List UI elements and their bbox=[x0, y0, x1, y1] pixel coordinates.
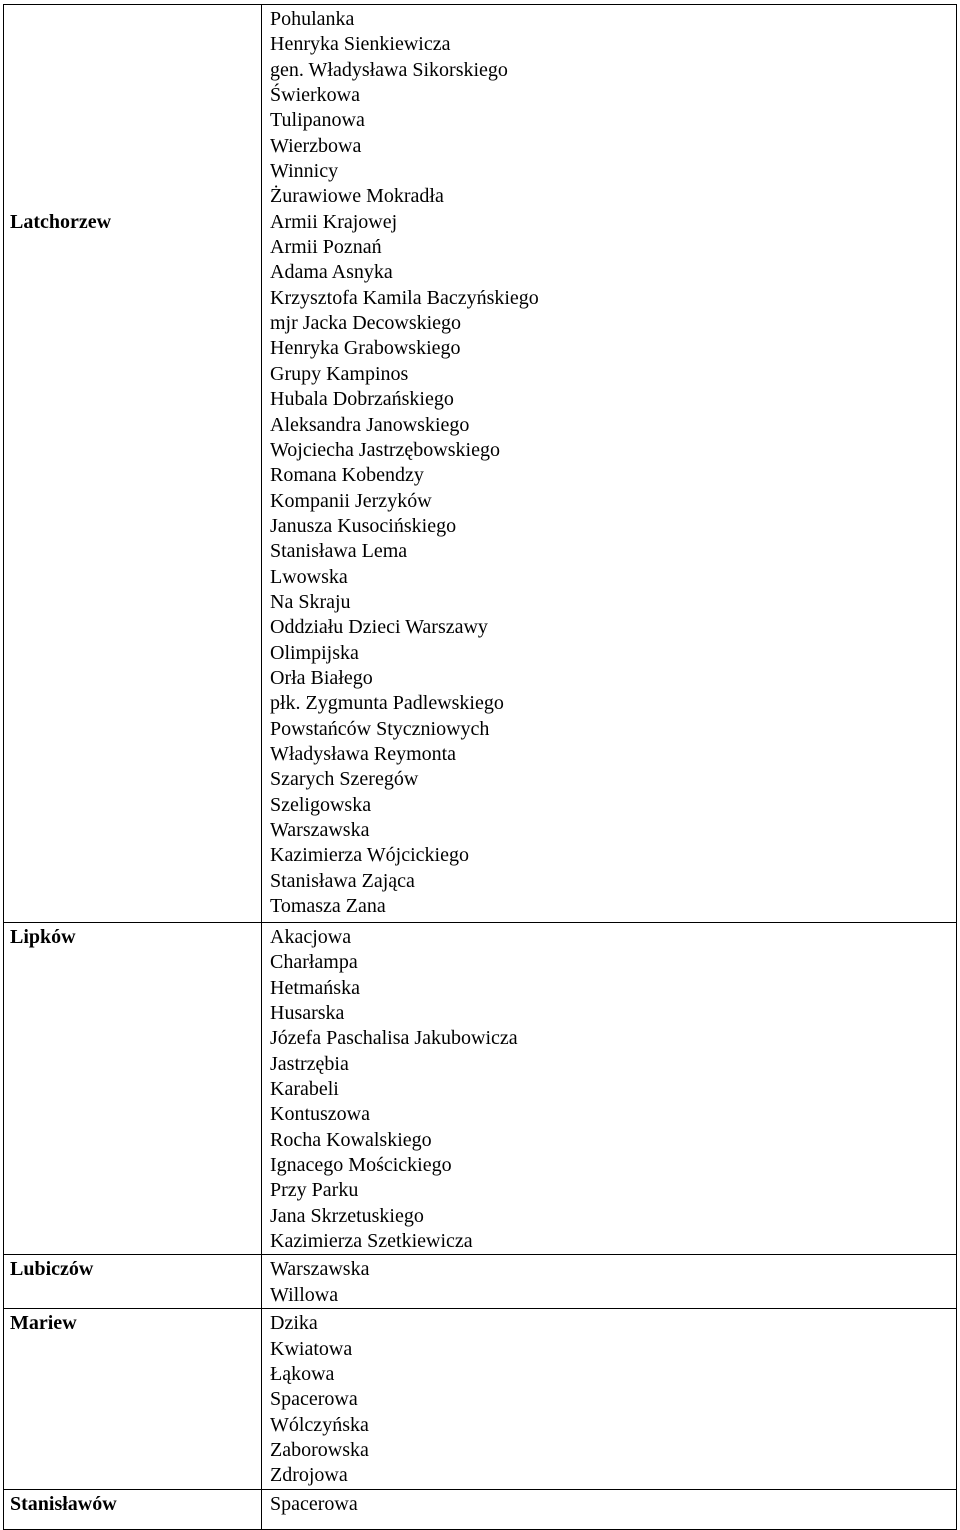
street-name: Józefa Paschalisa Jakubowicza bbox=[270, 1027, 518, 1050]
street-name: Krzysztofa Kamila Baczyńskiego bbox=[270, 286, 539, 309]
street-name: Zdrojowa bbox=[270, 1464, 348, 1487]
street-name: Jastrzębia bbox=[270, 1052, 349, 1075]
street-name: Husarska bbox=[270, 1002, 345, 1025]
streets-cell bbox=[262, 1255, 957, 1309]
streets-cell bbox=[262, 1309, 957, 1489]
district-cell bbox=[4, 5, 262, 923]
table-row bbox=[4, 1255, 957, 1309]
street-name: Warszawska bbox=[270, 1258, 370, 1281]
street-name: Stanisława Zająca bbox=[270, 869, 415, 892]
district-name: Lubiczów bbox=[10, 1258, 94, 1281]
street-name: Orła Białego bbox=[270, 666, 373, 689]
street-name: mjr Jacka Decowskiego bbox=[270, 312, 462, 335]
street-name: Wojciecha Jastrzębowskiego bbox=[270, 438, 500, 461]
street-name: Adama Asnyka bbox=[270, 261, 393, 284]
street-name: Akacjowa bbox=[270, 926, 352, 948]
street-name: Spacerowa bbox=[270, 1388, 358, 1411]
street-name: Przy Parku bbox=[270, 1179, 359, 1202]
street-name: Charłampa bbox=[270, 951, 358, 974]
district-name: Latchorzew bbox=[10, 210, 112, 233]
streets-table bbox=[3, 4, 957, 1530]
district-cell bbox=[4, 1309, 262, 1489]
table-row bbox=[4, 1489, 957, 1529]
street-name: Kwiatowa bbox=[270, 1337, 353, 1360]
streets-cell bbox=[262, 923, 957, 1255]
street-name: Jana Skrzetuskiego bbox=[270, 1204, 424, 1227]
district-name: Mariew bbox=[10, 1312, 77, 1335]
street-name: Warszawska bbox=[270, 819, 370, 841]
district-cell bbox=[4, 923, 262, 1255]
street-name: Szarych Szeregów bbox=[270, 768, 419, 791]
street-name: Lwowska bbox=[270, 565, 348, 588]
street-name: Olimpijska bbox=[270, 641, 359, 664]
street-list bbox=[262, 7, 956, 919]
street-name: Kazimierza Szetkiewicza bbox=[270, 1230, 473, 1253]
district-cell bbox=[4, 1255, 262, 1309]
street-name: Żurawiowe Mokradła bbox=[270, 185, 444, 208]
street-name: Spacerowa bbox=[270, 1492, 358, 1515]
district-name: Lipków bbox=[10, 926, 76, 948]
district-cell bbox=[4, 1489, 262, 1529]
streets-cell bbox=[262, 1489, 957, 1529]
district-name: Stanisławów bbox=[10, 1492, 117, 1515]
street-name: Grupy Kampinos bbox=[270, 362, 409, 385]
street-name: Wierzbowa bbox=[270, 134, 362, 157]
street-name: Aleksandra Janowskiego bbox=[270, 413, 470, 436]
street-name: Ignacego Mościckiego bbox=[270, 1154, 452, 1177]
street-name: Kontuszowa bbox=[270, 1103, 370, 1126]
street-name: Kazimierza Wójcickiego bbox=[270, 844, 469, 867]
street-name: Oddziału Dzieci Warszawy bbox=[270, 616, 488, 639]
street-name: Powstańców Styczniowych bbox=[270, 717, 490, 740]
street-name: gen. Władysława Sikorskiego bbox=[270, 58, 508, 81]
street-name: Szeligowska bbox=[270, 793, 372, 816]
street-name: Henryka Sienkiewicza bbox=[270, 33, 451, 56]
street-name: Armii Poznań bbox=[270, 236, 382, 259]
street-name: Hubala Dobrzańskiego bbox=[270, 388, 454, 411]
street-name: Pohulanka bbox=[270, 8, 355, 30]
street-name: Hetmańska bbox=[270, 976, 360, 999]
street-name: Wólczyńska bbox=[270, 1413, 369, 1436]
district-spacer bbox=[4, 7, 261, 210]
street-name: Janusza Kusocińskiego bbox=[270, 514, 457, 537]
streets-table-body bbox=[4, 5, 957, 1530]
street-name: Tulipanowa bbox=[270, 109, 365, 132]
street-name: Dzika bbox=[270, 1312, 318, 1335]
street-name: Świerkowa bbox=[270, 84, 360, 107]
street-name: Henryka Grabowskiego bbox=[270, 337, 461, 360]
street-list bbox=[262, 1257, 956, 1308]
street-list bbox=[262, 925, 956, 1254]
street-name: Władysława Reymonta bbox=[270, 742, 457, 765]
street-name: Rocha Kowalskiego bbox=[270, 1128, 432, 1151]
street-name: Karabeli bbox=[270, 1078, 339, 1101]
street-name: Tomasza Zana bbox=[270, 895, 386, 918]
table-row bbox=[4, 1309, 957, 1489]
street-name: Stanisława Lema bbox=[270, 540, 408, 563]
street-name: Kompanii Jerzyków bbox=[270, 489, 432, 512]
table-row bbox=[4, 5, 957, 923]
street-list bbox=[262, 1492, 956, 1517]
street-name: Łąkowa bbox=[270, 1362, 335, 1385]
street-name: Willowa bbox=[270, 1283, 339, 1306]
street-name: Zaborowska bbox=[270, 1438, 369, 1461]
table-row bbox=[4, 923, 957, 1255]
street-name: Winnicy bbox=[270, 160, 339, 183]
street-name: płk. Zygmunta Padlewskiego bbox=[270, 692, 504, 715]
street-name: Romana Kobendzy bbox=[270, 464, 424, 487]
street-name: Armii Krajowej bbox=[270, 210, 398, 233]
streets-cell bbox=[262, 5, 957, 923]
street-name: Na Skraju bbox=[270, 590, 351, 613]
street-list bbox=[262, 1311, 956, 1488]
